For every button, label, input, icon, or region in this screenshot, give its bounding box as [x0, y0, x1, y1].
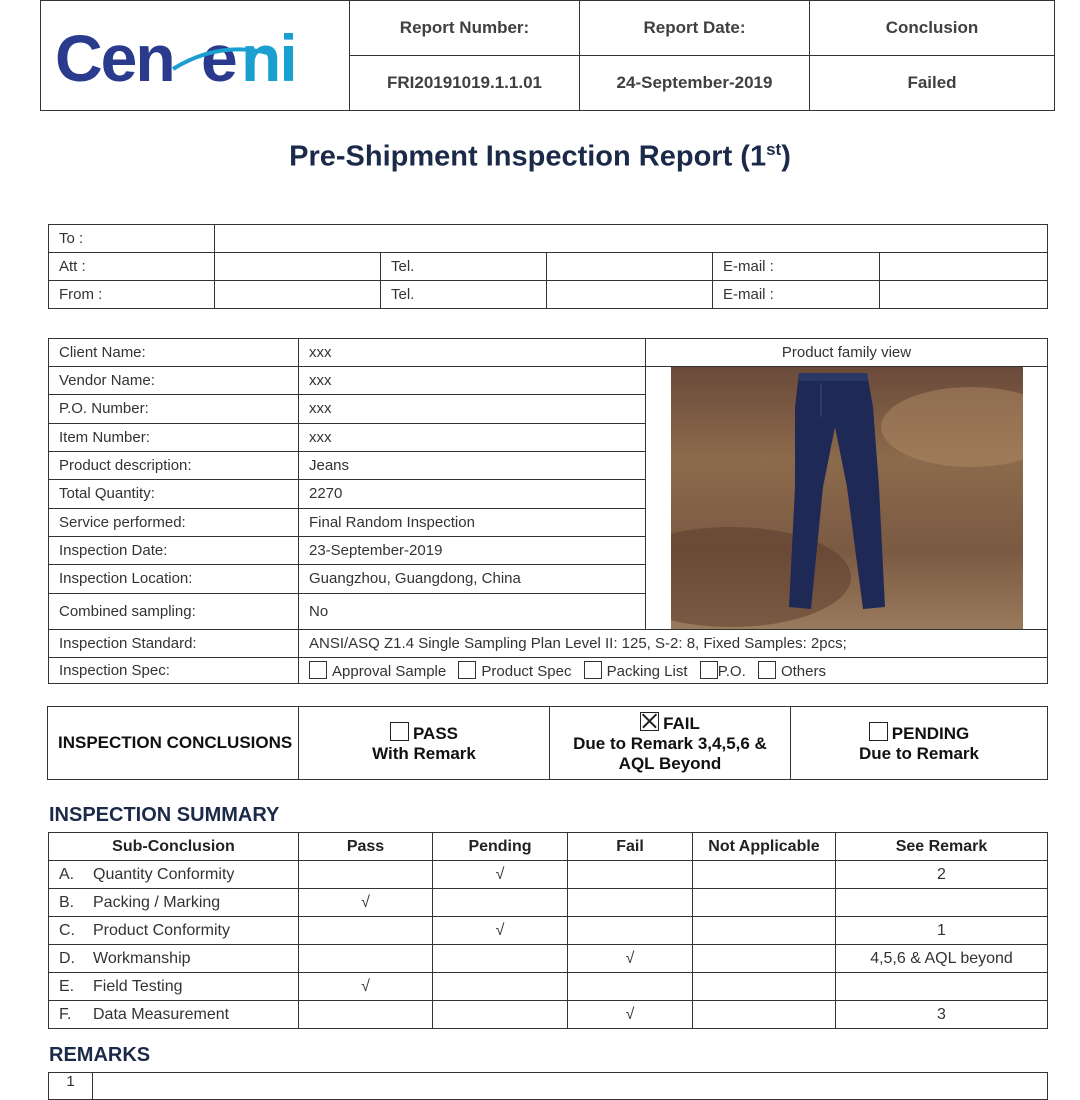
info-label: Service performed: — [49, 508, 299, 536]
info-label: Item Number: — [49, 423, 299, 451]
svg-text:e: e — [201, 23, 236, 93]
spec-option-label: Product Spec — [481, 663, 572, 680]
spec-option-label: P.O. — [717, 663, 746, 680]
fail-sub: Due to Remark 3,4,5,6 & — [573, 734, 767, 753]
pass-sub: With Remark — [372, 744, 476, 763]
to-label: To : — [49, 225, 215, 253]
approval-sample-checkbox[interactable] — [309, 661, 327, 679]
table-row — [49, 1001, 1048, 1029]
na-cell — [693, 945, 836, 973]
jeans-photo — [671, 367, 1023, 629]
spec-options — [299, 658, 1048, 684]
conclusion-value: Failed — [810, 56, 1055, 111]
email-value[interactable] — [880, 281, 1048, 309]
tel-label: Tel. — [381, 281, 547, 309]
info-value: Jeans — [299, 451, 646, 479]
pass-cell: √ — [299, 889, 433, 917]
info-value: 2270 — [299, 480, 646, 508]
table-row — [49, 889, 1048, 917]
info-label: Inspection Location: — [49, 565, 299, 593]
sub-conclusion: C. Product Conformity — [49, 917, 299, 945]
fail-cell — [568, 861, 693, 889]
spec-option-label: Approval Sample — [332, 663, 447, 680]
table-row — [49, 861, 1048, 889]
pass-option — [299, 707, 550, 780]
po-checkbox[interactable] — [700, 661, 718, 679]
pending-cell — [433, 973, 568, 1001]
table-row — [49, 973, 1048, 1001]
sub-conclusion: B. Packing / Marking — [49, 889, 299, 917]
product-spec-checkbox[interactable] — [458, 661, 476, 679]
report-date-value: 24-September-2019 — [580, 56, 810, 111]
inspection-conclusions-table — [47, 706, 1048, 780]
standard-value: ANSI/ASQ Z1.4 Single Sampling Plan Level II: 125, S-2: 8, Fixed Samples: 2pcs; — [299, 630, 1048, 658]
info-label: Combined sampling: — [49, 593, 299, 630]
header-cell: Sub-Conclusion — [49, 833, 299, 861]
svg-text:ni: ni — [241, 23, 296, 93]
info-value: xxx — [299, 423, 646, 451]
info-value: 23-September-2019 — [299, 536, 646, 564]
na-cell — [693, 973, 836, 1001]
info-value: Guangzhou, Guangdong, China — [299, 565, 646, 593]
att-label: Att : — [49, 253, 215, 281]
att-value[interactable] — [215, 253, 381, 281]
pending-cell: √ — [433, 917, 568, 945]
info-value: xxx — [299, 395, 646, 423]
summary-title: INSPECTION SUMMARY — [49, 804, 280, 826]
standard-label: Inspection Standard: — [49, 630, 299, 658]
fail-option — [550, 707, 791, 780]
contact-table — [48, 224, 1048, 309]
sub-conclusion: F. Data Measurement — [49, 1001, 299, 1029]
report-date-label: Report Date: — [580, 1, 810, 56]
pending-cell — [433, 945, 568, 973]
email-label: E-mail : — [713, 281, 880, 309]
fail-cell: √ — [568, 1001, 693, 1029]
remarks-table — [48, 1072, 1048, 1100]
fail-checkbox-checked[interactable] — [640, 712, 659, 731]
header-cell: Pass — [299, 833, 433, 861]
info-value: xxx — [299, 339, 646, 367]
inspection-summary-table — [48, 832, 1048, 1029]
remark-text — [93, 1073, 1048, 1100]
info-label: Inspection Date: — [49, 536, 299, 564]
na-cell — [693, 861, 836, 889]
pending-sub: Due to Remark — [859, 744, 979, 763]
conclusion-label: Conclusion — [810, 1, 1055, 56]
fail-cell — [568, 917, 693, 945]
remarks-title: REMARKS — [49, 1044, 151, 1066]
tel-value[interactable] — [547, 253, 713, 281]
na-cell — [693, 1001, 836, 1029]
report-number-label: Report Number: — [350, 1, 580, 56]
table-row — [49, 945, 1048, 973]
from-value[interactable] — [215, 281, 381, 309]
header-cell: Fail — [568, 833, 693, 861]
info-value: Final Random Inspection — [299, 508, 646, 536]
logo-cell — [41, 1, 350, 111]
tel-value[interactable] — [547, 281, 713, 309]
fail-cell — [568, 973, 693, 1001]
pending-title: PENDING — [891, 724, 970, 743]
table-row — [49, 917, 1048, 945]
conclusions-label: INSPECTION CONCLUSIONS — [48, 707, 299, 780]
ceneni-logo — [53, 23, 333, 93]
info-label: Vendor Name: — [49, 367, 299, 395]
na-cell — [693, 889, 836, 917]
remark-cell — [836, 973, 1048, 1001]
header-cell: Not Applicable — [693, 833, 836, 861]
header-cell: See Remark — [836, 833, 1048, 861]
remark-cell — [836, 889, 1048, 917]
sub-conclusion: D. Workmanship — [49, 945, 299, 973]
email-value[interactable] — [880, 253, 1048, 281]
spec-label: Inspection Spec: — [49, 658, 299, 684]
na-cell — [693, 917, 836, 945]
remark-cell: 1 — [836, 917, 1048, 945]
pending-cell — [433, 889, 568, 917]
email-label: E-mail : — [713, 253, 880, 281]
pending-cell: √ — [433, 861, 568, 889]
info-label: Total Quantity: — [49, 480, 299, 508]
pending-cell — [433, 1001, 568, 1029]
pass-checkbox[interactable] — [390, 722, 409, 741]
header-cell: Pending — [433, 833, 568, 861]
spec-option-label: Others — [780, 663, 826, 680]
pending-checkbox[interactable] — [869, 722, 888, 741]
pass-cell: √ — [299, 973, 433, 1001]
fail-title: FAIL — [663, 714, 700, 733]
info-label: P.O. Number: — [49, 395, 299, 423]
info-label: Product description: — [49, 451, 299, 479]
report-number-value: FRI20191019.1.1.01 — [350, 56, 580, 111]
sub-conclusion: E. Field Testing — [49, 973, 299, 1001]
pending-option — [791, 707, 1048, 780]
info-value: xxx — [299, 367, 646, 395]
pass-cell — [299, 861, 433, 889]
photo-cell — [646, 367, 1048, 630]
to-value[interactable] — [215, 225, 1048, 253]
pass-title: PASS — [412, 724, 459, 743]
fail-sub: AQL Beyond — [618, 754, 722, 773]
fail-cell — [568, 889, 693, 917]
others-checkbox[interactable] — [758, 661, 776, 679]
pass-cell — [299, 1001, 433, 1029]
remark-cell: 2 — [836, 861, 1048, 889]
pass-cell — [299, 917, 433, 945]
sub-conclusion: A. Quantity Conformity — [49, 861, 299, 889]
from-label: From : — [49, 281, 215, 309]
report-header-table — [40, 0, 1055, 111]
info-label: Client Name: — [49, 339, 299, 367]
remark-number: 1 — [49, 1073, 93, 1100]
remark-cell: 4,5,6 & AQL beyond — [836, 945, 1048, 973]
pass-cell — [299, 945, 433, 973]
photo-label: Product family view — [646, 339, 1048, 367]
info-value: No — [299, 593, 646, 630]
info-table — [48, 338, 1048, 684]
remark-cell: 3 — [836, 1001, 1048, 1029]
spec-option-label: Packing List — [606, 663, 688, 680]
tel-label: Tel. — [381, 253, 547, 281]
report-title: Pre-Shipment Inspection Report (1st) — [289, 140, 791, 173]
fail-cell: √ — [568, 945, 693, 973]
packing-list-checkbox[interactable] — [584, 661, 602, 679]
svg-text:Cen: Cen — [55, 23, 174, 93]
